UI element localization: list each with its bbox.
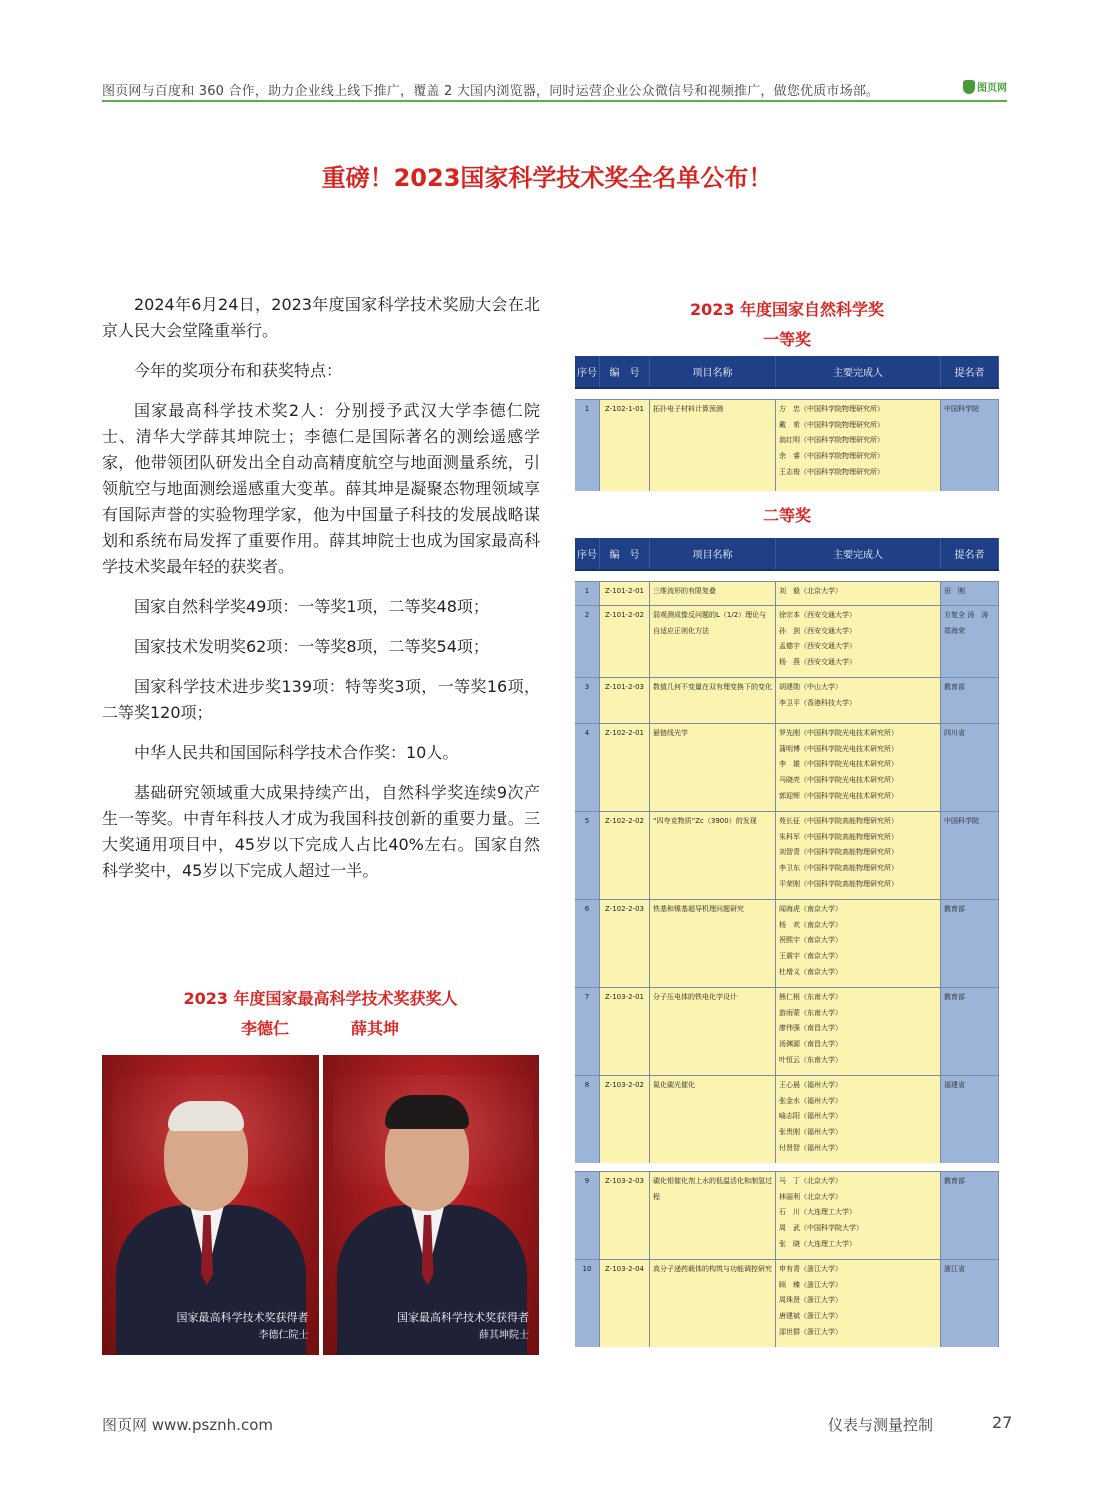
column-header: 序号 bbox=[575, 538, 600, 569]
project-name: 弱观测成像反问题的L（1/2）理论与自适应正则化方法 bbox=[650, 606, 776, 677]
project-code: Z-103-2-04 bbox=[600, 1260, 650, 1347]
project-name: 三维流形的有限复叠 bbox=[650, 582, 776, 605]
nominator: 浙江省 bbox=[941, 1260, 999, 1347]
nominator: 中国科学院 bbox=[941, 400, 999, 491]
photo-name: 李德仁院士 bbox=[258, 1330, 309, 1341]
contributor: 蒲明博（中国科学院光电技术研究所） bbox=[779, 744, 898, 753]
table-row bbox=[575, 723, 999, 811]
contributor: 李 雄（中国科学院光电技术研究所） bbox=[779, 760, 898, 769]
laureate-photo-1 bbox=[102, 1055, 319, 1355]
laureate-photo-2 bbox=[323, 1055, 540, 1355]
logo-text: 图页网 bbox=[977, 83, 1007, 94]
main-contributors bbox=[776, 400, 941, 491]
nominator: 教育部 bbox=[941, 678, 999, 723]
contributor: 郭迎辉（中国科学院光电技术研究所） bbox=[779, 791, 898, 800]
main-contributors bbox=[776, 1260, 941, 1347]
contributor: 张金水（福州大学） bbox=[779, 1096, 842, 1105]
site-logo[interactable] bbox=[963, 79, 1007, 94]
row-number: 3 bbox=[575, 678, 600, 723]
top-banner bbox=[102, 78, 1007, 102]
nominator: 四川省 bbox=[941, 724, 999, 811]
contributor: 闻海虎（南京大学） bbox=[779, 905, 842, 913]
nominator: 中国科学院 bbox=[941, 812, 999, 899]
row-number: 5 bbox=[575, 812, 600, 899]
nominator: 福建省 bbox=[941, 1076, 999, 1163]
table-row bbox=[575, 581, 999, 605]
contributor: 杨 燕（西安交通大学） bbox=[779, 658, 856, 667]
row-number: 6 bbox=[575, 900, 600, 987]
project-code: Z-101-2-01 bbox=[600, 582, 650, 605]
footer-site: 图页网 www.psznh.com bbox=[102, 1416, 273, 1434]
contributor: 周珠贤（浙江大学） bbox=[779, 1296, 842, 1305]
column-header: 项目名称 bbox=[650, 538, 776, 569]
project-name: 铁基和镍基超导机理问题研究 bbox=[650, 900, 776, 987]
supreme-award-heading: 2023 年度国家最高科学技术奖获奖人 bbox=[183, 989, 458, 1008]
nominator: 教育部 bbox=[941, 900, 999, 987]
contributor: 祝熙宇（南京大学） bbox=[779, 936, 842, 945]
second-prize-heading: 二等奖 bbox=[762, 506, 811, 525]
contributor: 邵世群（浙江大学） bbox=[779, 1327, 842, 1336]
column-header: 主要完成人 bbox=[776, 356, 941, 387]
laureate-photos bbox=[102, 1055, 539, 1355]
project-code: Z-103-2-03 bbox=[600, 1172, 650, 1259]
laureate-name-1: 李德仁 bbox=[240, 1019, 289, 1038]
photo-caption: 国家最高科学技术奖获得者 bbox=[176, 1311, 309, 1324]
row-number: 9 bbox=[575, 1172, 600, 1259]
table-row bbox=[575, 1171, 999, 1259]
main-contributors bbox=[776, 724, 941, 811]
project-code: Z-102-2-03 bbox=[600, 900, 650, 987]
row-number: 1 bbox=[575, 582, 600, 605]
laureate-name-2: 薛其坤 bbox=[350, 1019, 399, 1038]
article-body bbox=[102, 292, 540, 898]
table-row bbox=[575, 811, 999, 899]
paragraph: 中华人民共和国国际科学技术合作奖：10人。 bbox=[134, 743, 459, 762]
contributor: 石 川（大连理工大学） bbox=[779, 1208, 856, 1217]
contributor: 平荣刚（中国科学院高能物理研究所） bbox=[779, 879, 898, 888]
table-row bbox=[575, 605, 999, 677]
table-row bbox=[575, 677, 999, 723]
contributor: 罗先刚（中国科学院光电技术研究所） bbox=[779, 729, 898, 737]
contributor: 孙 剑（西安交通大学） bbox=[779, 626, 856, 635]
contributor: 李卫平（香港科技大学） bbox=[779, 698, 856, 707]
project-code: Z-102-1-01 bbox=[600, 400, 650, 491]
leaf-logo-icon bbox=[963, 80, 975, 94]
header-spacer bbox=[575, 571, 999, 581]
contributor: 李卫东（中国科学院高能物理研究所） bbox=[779, 864, 898, 873]
first-prize-table bbox=[575, 356, 999, 491]
contributor: 刘智青（中国科学院高能物理研究所） bbox=[779, 848, 898, 857]
header-spacer bbox=[575, 389, 999, 399]
nominator: 教育部 bbox=[941, 988, 999, 1075]
contributor: 翁红明（中国科学院物理研究所） bbox=[779, 436, 884, 445]
second-prize-table bbox=[575, 538, 999, 1347]
contributor: 游雨蒙（东南大学） bbox=[779, 1008, 842, 1017]
contributor: 余 睿（中国科学院物理研究所） bbox=[779, 452, 884, 461]
contributor: 张 晓（大连理工大学） bbox=[779, 1239, 856, 1248]
paragraph: 2024年6月24日，2023年度国家科学技术奖励大会在北京人民大会堂隆重举行。 bbox=[102, 295, 540, 340]
column-header: 主要完成人 bbox=[776, 538, 941, 569]
contributor: 朱科军（中国科学院高能物理研究所） bbox=[779, 832, 898, 841]
contributor: 马 丁（北京大学） bbox=[779, 1177, 842, 1185]
contributor: 王震宇（南京大学） bbox=[779, 952, 842, 961]
page-number: 27 bbox=[992, 1413, 1013, 1432]
table-row bbox=[575, 987, 999, 1075]
column-header: 序号 bbox=[575, 356, 600, 387]
contributor: 顾 臻（浙江大学） bbox=[779, 1280, 842, 1289]
contributor: 周 武（中国科学院大学） bbox=[779, 1224, 863, 1233]
row-number: 1 bbox=[575, 400, 600, 491]
contributor: 胡建勋（中山大学） bbox=[779, 683, 842, 691]
project-name: 悬链线光学 bbox=[650, 724, 776, 811]
contributor: 刘 毅（北京大学） bbox=[779, 587, 842, 595]
row-number: 7 bbox=[575, 988, 600, 1075]
paragraph: 今年的奖项分布和获奖特点： bbox=[134, 361, 343, 380]
main-contributors bbox=[776, 812, 941, 899]
row-number: 2 bbox=[575, 606, 600, 677]
table-row bbox=[575, 1075, 999, 1163]
project-name: 氮化碳光催化 bbox=[650, 1076, 776, 1163]
contributor: 林丽利（北京大学） bbox=[779, 1192, 842, 1201]
contributor: 马晓亮（中国科学院光电技术研究所） bbox=[779, 776, 898, 785]
main-contributors bbox=[776, 1076, 941, 1163]
nominator: 田 刚 bbox=[941, 582, 999, 605]
main-contributors bbox=[776, 606, 941, 677]
project-code: Z-102-2-01 bbox=[600, 724, 650, 811]
contributor: 叶恒云（东南大学） bbox=[779, 1055, 842, 1064]
table-row bbox=[575, 399, 999, 491]
contributor: 熊仁根（东南大学） bbox=[779, 993, 842, 1001]
project-name: 分子压电体的铁电化学设计 bbox=[650, 988, 776, 1075]
contributor: 王志俊（中国科学院物理研究所） bbox=[779, 467, 884, 476]
main-contributors bbox=[776, 988, 941, 1075]
table-row bbox=[575, 1259, 999, 1347]
main-contributors bbox=[776, 678, 941, 723]
contributor: 喻志阳（福州大学） bbox=[779, 1112, 842, 1121]
contributor: 方 忠（中国科学院物理研究所） bbox=[779, 405, 884, 413]
project-code: Z-101-2-02 bbox=[600, 606, 650, 677]
paragraph: 国家自然科学奖49项：一等奖1项，二等奖48项； bbox=[134, 597, 489, 616]
nominator: 方复全 汤 涛 郑海荣 bbox=[941, 606, 999, 677]
photo-caption: 国家最高科学技术奖获得者 bbox=[397, 1311, 529, 1324]
table-header bbox=[575, 538, 999, 571]
paragraph: 基础研究领域重大成果持续产出，自然科学奖连续9次产生一等奖。中青年科技人才成为我国科技创新的重要力量。三大奖通用项目中，45岁以下完成人占比40%左右。国家自然科学奖中，45岁以下完成人超过一半。 bbox=[102, 783, 540, 880]
project-code: Z-103-2-01 bbox=[600, 988, 650, 1075]
project-code: Z-101-2-03 bbox=[600, 678, 650, 723]
project-name: “四夸克物质”Zc（3900）的发现 bbox=[650, 812, 776, 899]
contributor: 杜增义（南京大学） bbox=[779, 967, 842, 976]
contributor: 王心晨（福州大学） bbox=[779, 1081, 842, 1089]
project-name: 拓扑电子材料计算预测 bbox=[650, 400, 776, 491]
contributor: 张贵刚（福州大学） bbox=[779, 1128, 842, 1137]
main-contributors bbox=[776, 1172, 941, 1259]
column-header: 提名者 bbox=[941, 538, 999, 569]
column-header: 编 号 bbox=[600, 538, 650, 569]
contributor: 杨 欢（南京大学） bbox=[779, 920, 842, 929]
contributor: 徐宗本（西安交通大学） bbox=[779, 611, 856, 619]
contributor: 申有青（浙江大学） bbox=[779, 1265, 842, 1273]
table-row bbox=[575, 899, 999, 987]
row-number: 8 bbox=[575, 1076, 600, 1163]
contributor: 付贤智（福州大学） bbox=[779, 1143, 842, 1152]
project-code: Z-102-2-02 bbox=[600, 812, 650, 899]
paragraph: 国家科学技术进步奖139项：特等奖3项，一等奖16项，二等奖120项； bbox=[102, 677, 540, 722]
contributor: 唐建斌（浙江大学） bbox=[779, 1312, 842, 1321]
project-name: 高分子递药载体的构筑与功能调控研究 bbox=[650, 1260, 776, 1347]
photo-name: 薛其坤院士 bbox=[479, 1330, 529, 1341]
column-header: 编 号 bbox=[600, 356, 650, 387]
banner-text: 图页网与百度和 360 合作，助力企业线上线下推广，覆盖 2 大国内浏览器，同时运营企业公众微信号和视频推广，做您优质市场部。 bbox=[102, 84, 880, 99]
row-spacer bbox=[575, 1163, 999, 1171]
natural-science-heading: 2023 年度国家自然科学奖 bbox=[689, 300, 885, 319]
project-code: Z-103-2-02 bbox=[600, 1076, 650, 1163]
row-number: 10 bbox=[575, 1260, 600, 1347]
contributor: 汤渊源（南昌大学） bbox=[779, 1040, 842, 1049]
project-name: 碳化钼催化剂上水的低温活化和制氢过程 bbox=[650, 1172, 776, 1259]
column-header: 提名者 bbox=[941, 356, 999, 387]
nominator: 教育部 bbox=[941, 1172, 999, 1259]
main-contributors bbox=[776, 900, 941, 987]
row-number: 4 bbox=[575, 724, 600, 811]
contributor: 廖伟强（南昌大学） bbox=[779, 1024, 842, 1033]
paragraph: 国家最高科学技术奖2人：分别授予武汉大学李德仁院士、清华大学薛其坤院士；李德仁是国际著名的测绘遥感学家，他带领团队研发出全自动高精度航空与地面测量系统，引领航空与地面测绘遥感重大变革。薛其坤是凝聚态物理领域享有国际声誉的实验物理学家，他为中国量子科技的发展战略谋划和系统布局发挥了重要作用。薛其坤院士也成为国家最高科学技术奖最年轻的获奖者。 bbox=[102, 401, 540, 576]
main-contributors bbox=[776, 582, 941, 605]
column-header: 项目名称 bbox=[650, 356, 776, 387]
footer-journal: 仪表与测量控制 bbox=[828, 1416, 934, 1434]
page-title: 重磅！2023国家科学技术奖全名单公布！ bbox=[321, 164, 773, 192]
table-header bbox=[575, 356, 999, 389]
contributor: 孟德宇（西安交通大学） bbox=[779, 642, 856, 651]
contributor: 苑长征（中国科学院高能物理研究所） bbox=[779, 817, 898, 825]
first-prize-heading: 一等奖 bbox=[762, 330, 811, 349]
contributor: 戴 希（中国科学院物理研究所） bbox=[779, 420, 884, 429]
paragraph: 国家技术发明奖62项：一等奖8项，二等奖54项； bbox=[134, 637, 489, 656]
project-name: 数值几何不变量在双有理变换下的变化 bbox=[650, 678, 776, 723]
